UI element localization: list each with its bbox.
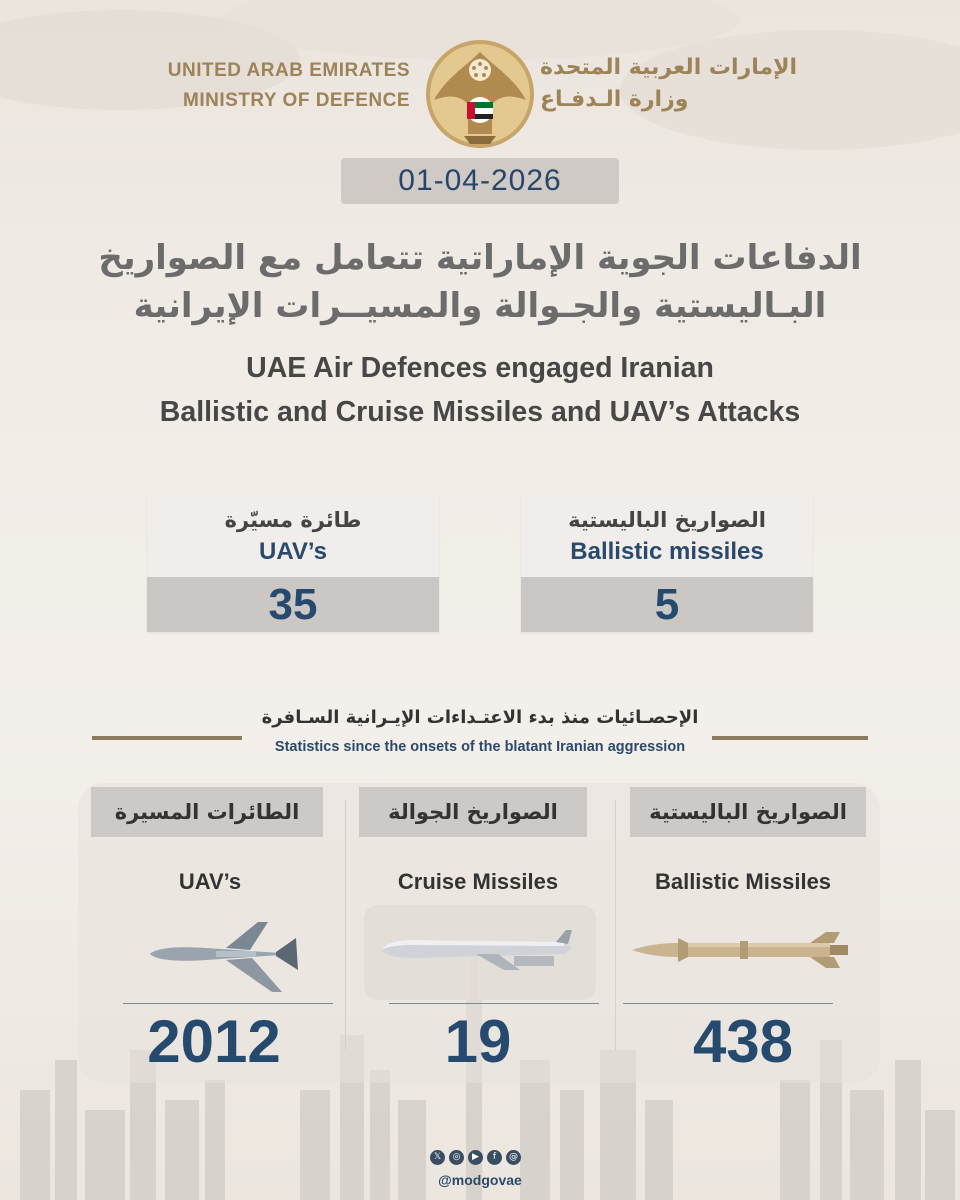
column-divider (345, 800, 346, 1050)
social-icons (430, 1150, 530, 1168)
today-uav-card (147, 495, 439, 632)
x-icon[interactable]: 𝕏 (430, 1150, 445, 1165)
org-country-ar: الإمارات العربية المتحدة (540, 55, 798, 80)
uav-total-label-en: UAV’s (178, 869, 242, 894)
ballistic-missile-icon (630, 930, 852, 970)
cruise-rule (389, 1003, 599, 1004)
uae-falcon-emblem-icon (424, 38, 536, 150)
org-name-english (140, 56, 410, 116)
headline-ar-line2: البـاليستية والجـوالة والمسيــرات الإيرانية (133, 286, 827, 326)
org-ministry-en: MINISTRY OF DEFENCE (183, 90, 410, 111)
today-ballistic-label-en: Ballistic missiles (570, 538, 764, 565)
ballistic-total-label-en: Ballistic Missiles (654, 869, 832, 894)
social-handle[interactable]: @modgovae (438, 1172, 522, 1188)
threads-icon[interactable]: @ (506, 1150, 521, 1165)
org-ministry-ar: وزارة الـدفـاع (540, 87, 689, 112)
date-badge: 01-04-2026 (341, 158, 619, 204)
today-uav-label-ar: طائرة مسيّرة (224, 508, 362, 532)
statistics-heading-ar: الإحصـائيات منذ بدء الاعتـداءات الإيـرانية السـافرة (261, 707, 699, 728)
today-ballistic-value: 5 (521, 577, 813, 632)
ballistic-total-value: 438 (692, 1008, 794, 1075)
instagram-icon[interactable]: ◎ (449, 1150, 464, 1165)
drone-icon (146, 918, 302, 998)
youtube-icon[interactable]: ▶ (468, 1150, 483, 1165)
cruise-total-value: 19 (444, 1008, 512, 1075)
org-country-en: UNITED ARAB EMIRATES (167, 60, 410, 81)
uav-rule (123, 1003, 333, 1004)
facebook-icon[interactable]: f (487, 1150, 502, 1165)
today-uav-value: 35 (147, 577, 439, 632)
headline-en-line1: UAE Air Defences engaged Iranian (246, 352, 714, 384)
headline-en-line2: Ballistic and Cruise Missiles and UAV’s Attacks (159, 396, 801, 428)
today-ballistic-card (521, 495, 813, 632)
today-uav-label-en: UAV’s (258, 538, 327, 565)
headline-ar-line1: الدفاعات الجوية الإماراتية تتعامل مع الصواريخ (98, 238, 862, 278)
cruise-total-label-en: Cruise Missiles (397, 869, 559, 894)
today-ballistic-label-ar: الصواريخ الباليستية (568, 508, 766, 532)
headline-arabic (80, 234, 880, 330)
uav-total-label-ar: الطائرات المسيرة (91, 787, 323, 837)
statistics-heading-en: Statistics since the onsets of the blatant Iranian aggression (274, 739, 686, 755)
ballistic-rule (623, 1003, 833, 1004)
headline-english (60, 346, 900, 434)
org-name-arabic (540, 52, 820, 116)
uav-total-value: 2012 (147, 1008, 281, 1075)
cruise-missile-icon (380, 928, 580, 978)
cruise-total-label-ar: الصواريخ الجوالة (359, 787, 587, 837)
ballistic-total-label-ar: الصواريخ الباليستية (630, 787, 866, 837)
